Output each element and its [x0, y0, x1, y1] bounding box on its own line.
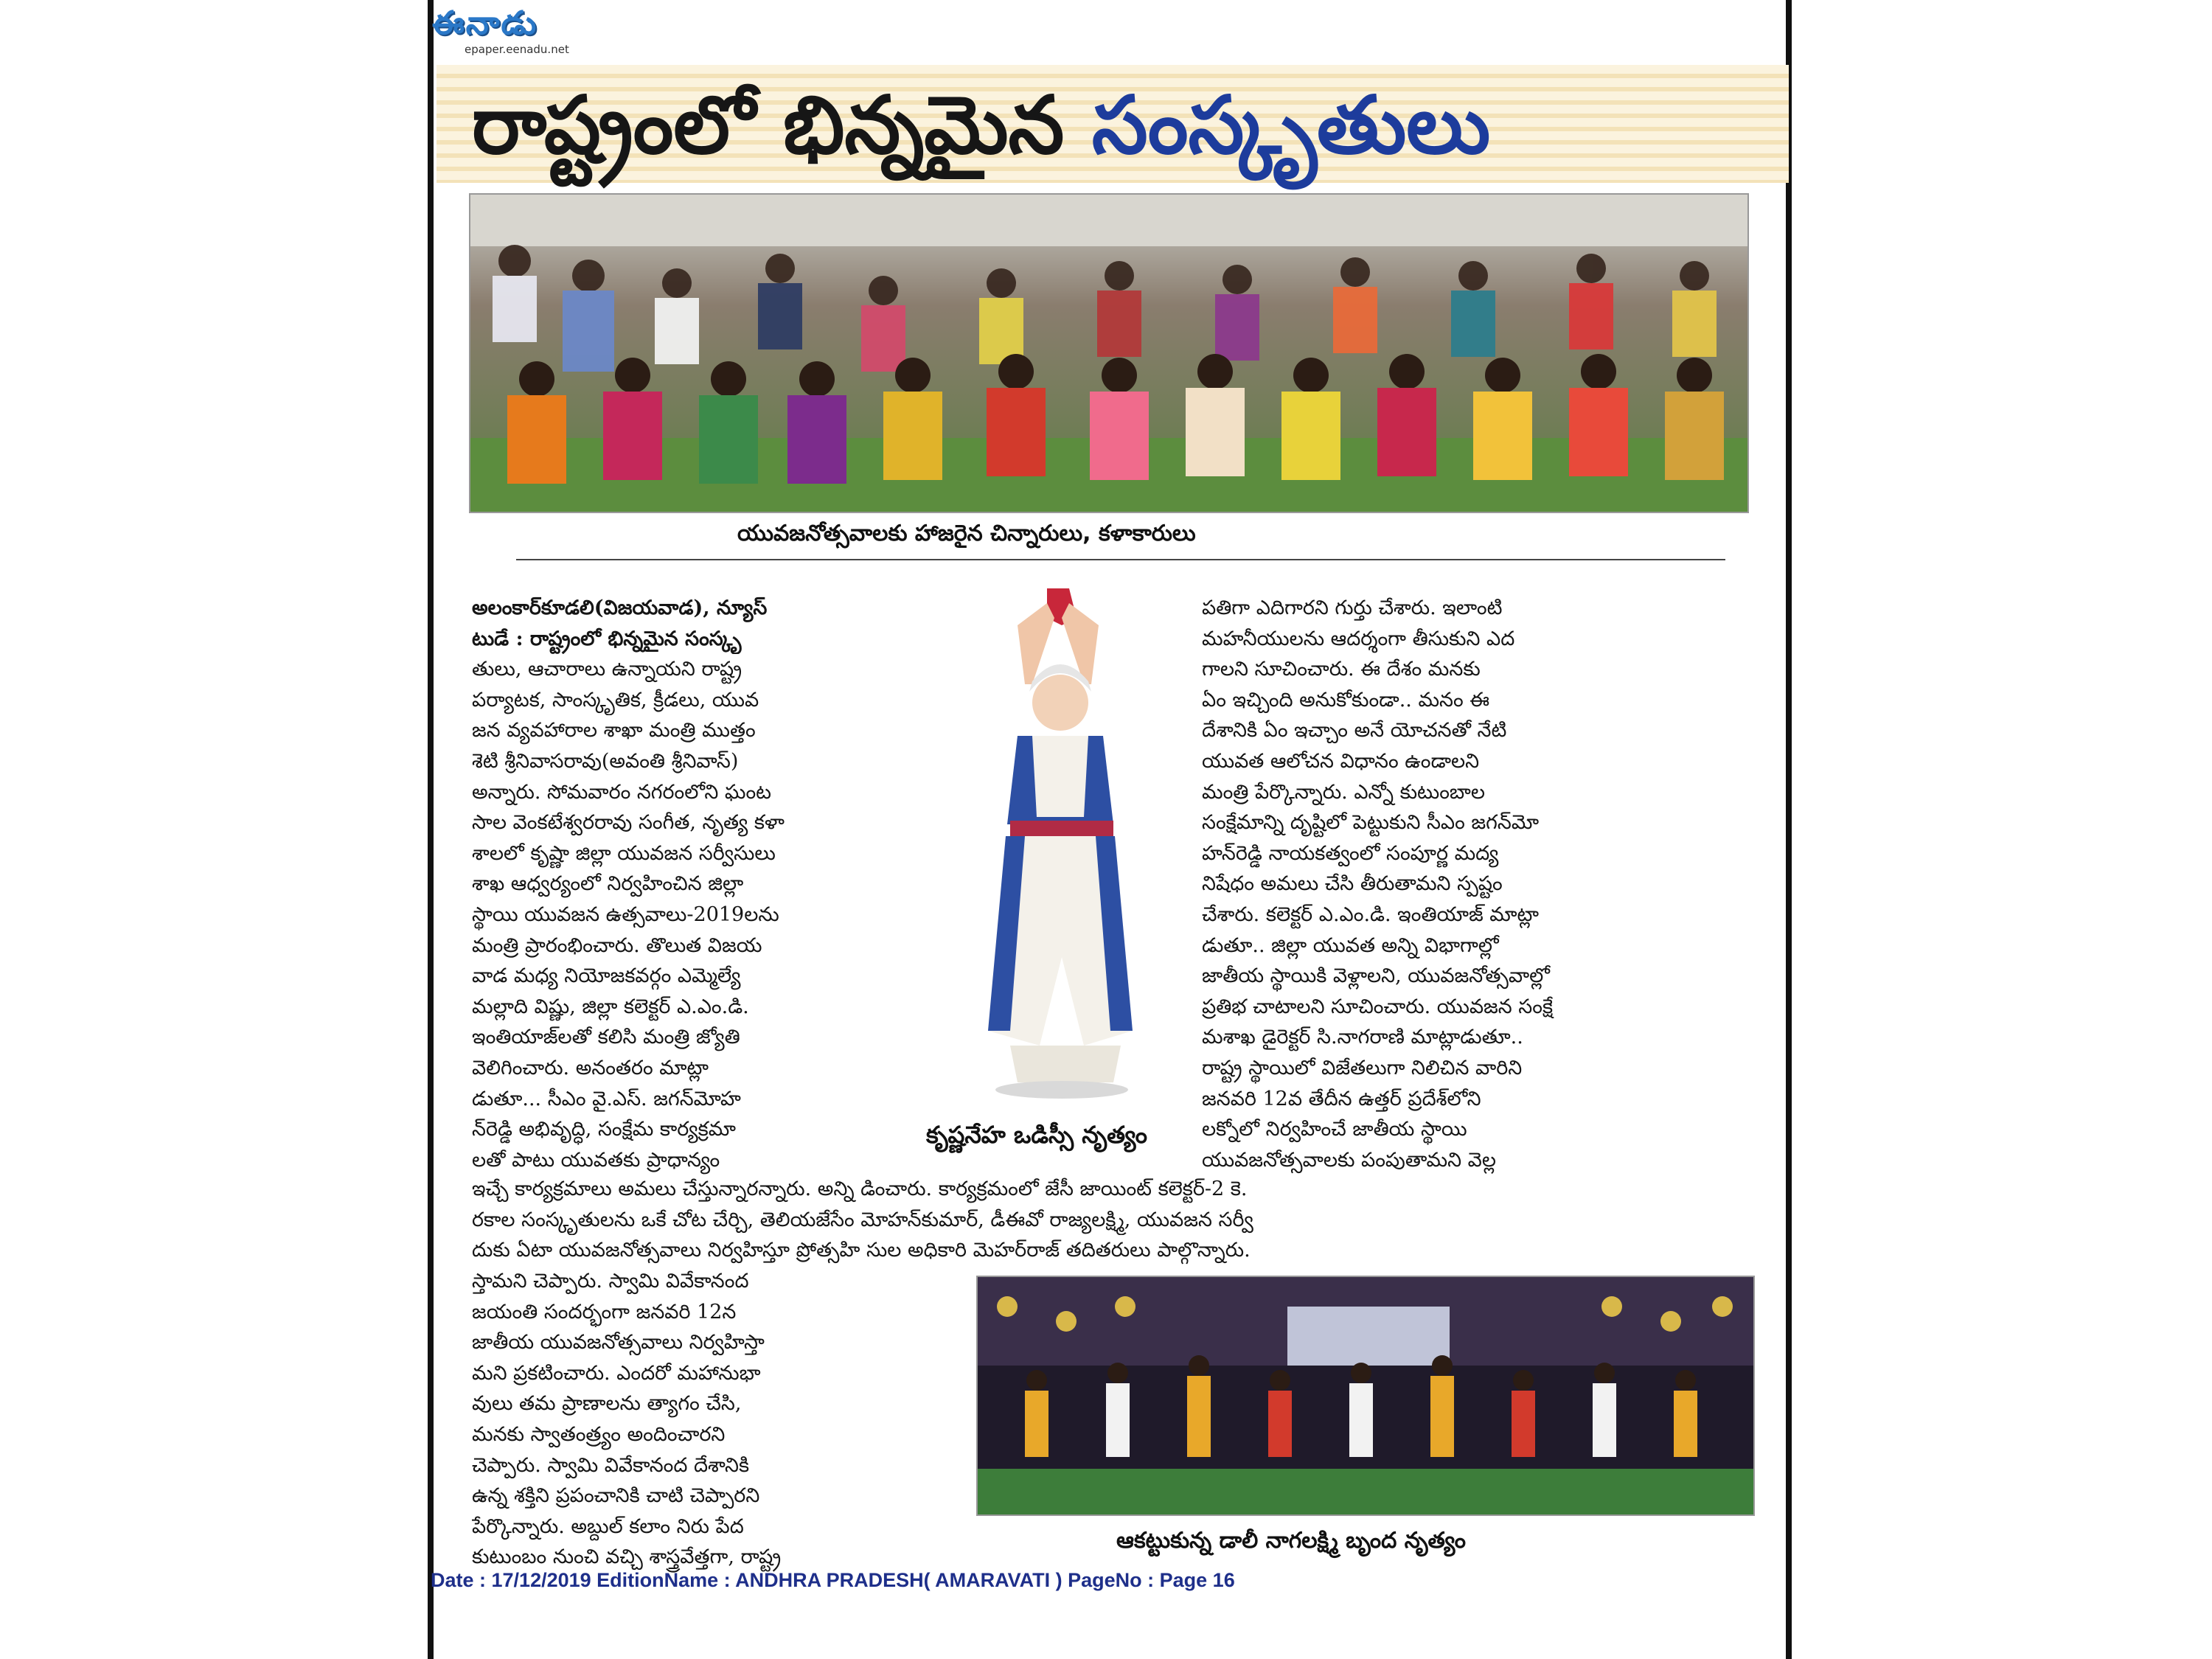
article-line: న్‌రెడ్డి అభివృద్ధి, సంక్షేమ కార్యక్రమా [472, 1118, 736, 1141]
article-line: కుటుంబం నుంచి వచ్చి శాస్త్రవేత్తగా, రాష్ట్ర [472, 1545, 782, 1569]
group-dance-photo [976, 1276, 1755, 1516]
article-line: జనవరి 12వ తేదీన ఉత్తర్ ప్రదేశ్‌లోని [1202, 1087, 1481, 1110]
article-line: డుతూ.. జిల్లా యువత అన్ని విభాగాల్లో [1202, 933, 1499, 957]
article-line: జాతీయ స్థాయికి వెళ్లాలని, యువజనోత్సవాల్లో [1202, 964, 1550, 988]
article-line: పర్యాటక, సాంస్కృతిక, క్రీడలు, యువ [472, 688, 759, 712]
article-line: అన్నారు. సోమవారం నగరంలోని ఘంట [472, 780, 771, 804]
article-line: పతిగా ఎదిగారని గుర్తు చేశారు. ఇలాంటి [1202, 597, 1503, 619]
article-column-1-bottom [472, 1266, 959, 1573]
group-dance-caption: ఆకట్టుకున్న డాలీ నాగలక్ష్మి బృంద నృత్యం [1116, 1528, 1466, 1554]
logo-url: epaper.eenadu.net [465, 43, 569, 56]
article-line: హన్‌రెడ్డి నాయకత్వంలో సంపూర్ణ మద్య [1202, 841, 1499, 865]
logo-text: ఈనాడు [432, 4, 538, 42]
article-line: మని ప్రకటించారు. ఎందరో మహానుభా [472, 1361, 761, 1385]
article-line: శాలలో కృష్ణా జిల్లా యువజన సర్వీసులు [472, 841, 776, 865]
article-line: మహనీయులను ఆదర్శంగా తీసుకుని ఎద [1202, 627, 1515, 650]
article-line: తులు, ఆచారాలు ఉన్నాయని రాష్ట్ర [472, 658, 742, 681]
article-line: ప్రతిభ చాటాలని సూచించారు. యువజన సంక్షే [1202, 995, 1554, 1018]
eenadu-logo [432, 4, 639, 56]
article-line: నిషేధం అమలు చేసి తీరుతామని స్పష్టం [1202, 872, 1503, 896]
article-line: యువత ఆలోచన విధానం ఉండాలని [1202, 749, 1480, 773]
article-wide-lines [472, 1174, 1770, 1266]
article-line: మల్లాది విష్ణు, జిల్లా కలెక్టర్ ఎ.ఎం.డి. [472, 995, 749, 1018]
article-line: టుడే : రాష్ట్రంలో భిన్నమైన సంస్కృ [472, 627, 742, 650]
article-line: ఏం ఇచ్చింది అనుకోకుండా.. మనం ఈ [1202, 688, 1490, 712]
article-line: స్థాయి యువజన ఉత్సవాలు-2019లను [472, 902, 779, 926]
article-line: సాల వెంకటేశ్వరరావు సంగీత, నృత్య కళా [472, 811, 785, 835]
divider [516, 559, 1725, 560]
crowd-photo-caption: యువజనోత్సవాలకు హాజరైన చిన్నారులు, కళాకారులు [737, 521, 1196, 546]
article-column-1 [472, 593, 951, 1175]
article-line: స్తామని చెప్పారు. స్వామి వివేకానంద [472, 1270, 749, 1293]
article-line: డుతూ... సీఎం వై.ఎస్. జగన్‌మోహ [472, 1087, 741, 1110]
edition-footer: Date : 17/12/2019 EditionName : ANDHRA PRADESH( AMARAVATI ) PageNo : Page 16 [431, 1569, 1235, 1591]
article-line: వాడ మధ్య నియోజకవర్గం ఎమ్మెల్యే [472, 964, 741, 988]
article-line: రాష్ట్ర స్థాయిలో విజేతలుగా నిలిచిన వారిని [1202, 1056, 1523, 1079]
headline [472, 71, 1770, 181]
dancer-caption: కృష్ణనేహ ఒడిస్సీ నృత్యం [926, 1121, 1147, 1149]
article-line: శెటి శ్రీనివాసరావు(అవంతి శ్రీనివాస్) [472, 749, 739, 773]
article-line: ఉన్న శక్తిని ప్రపంచానికి చాటి చెప్పారని [472, 1484, 760, 1508]
article-line: జయంతి సందర్భంగా జనవరి 12న [472, 1300, 737, 1324]
article-line: దేశానికి ఏం ఇచ్చాం అనే యోచనతో నేటి [1202, 719, 1507, 742]
article-line: ఇంతియాజ్‌లతో కలిసి మంత్రి జ్యోతి [472, 1026, 740, 1049]
article-line: చెప్పారు. స్వామి వివేకానంద దేశానికి [472, 1453, 750, 1477]
article-line: సంక్షేమాన్ని దృష్టిలో పెట్టుకుని సీఎం జగన్‌మో [1202, 811, 1540, 835]
article-line: అలంకార్‌కూడలి(విజయవాడ), న్యూస్ [472, 597, 768, 619]
article-line: లతో పాటు యువతకు ప్రాధాన్యం [472, 1148, 720, 1172]
article-line: వెలిగించారు. అనంతరం మాట్లా [472, 1056, 709, 1079]
article-line: పేర్కొన్నారు. అబ్దుల్ కలాం నిరు పేద [472, 1514, 744, 1538]
article-line: జాతీయ యువజనోత్సవాలు నిర్వహిస్తా [472, 1331, 765, 1354]
headline-part1: రాష్ట్రంలో భిన్నమైన [472, 80, 1092, 172]
article-column-2 [1202, 593, 1747, 1175]
article-line: రకాల సంస్కృతులను ఒకే చోట చేర్చి, తెలియజేసేం మోహన్‌కుమార్, డీఈవో రాజ్యలక్ష్మి, యువజన సర్వీ [472, 1208, 1253, 1231]
article-line: లక్నోలో నిర్వహించే జాతీయ స్థాయి [1202, 1118, 1467, 1141]
crowd-photo [469, 193, 1749, 513]
article-line: వులు తమ ప్రాణాలను త్యాగం చేసి, [472, 1392, 742, 1416]
article-line: చేశారు. కలెక్టర్ ఎ.ఎం.డి. ఇంతియాజ్ మాట్లా [1202, 902, 1540, 926]
dancer-photo [959, 574, 1162, 1125]
article-line: జన వ్యవహారాల శాఖా మంత్రి ముత్తం [472, 719, 756, 742]
article-line: గాలని సూచించారు. ఈ దేశం మనకు [1202, 658, 1481, 681]
headline-part2: సంస్కృతులు [1091, 80, 1491, 172]
article-line: మశాఖ డైరెక్టర్ సి.నాగరాణి మాట్లాడుతూ.. [1202, 1026, 1523, 1049]
article-line: మంత్రి పేర్కొన్నారు. ఎన్నో కుటుంబాల [1202, 780, 1486, 804]
article-line: ఇచ్చే కార్యక్రమాలు అమలు చేస్తున్నారన్నారు. అన్ని డించారు. కార్యక్రమంలో జేసీ జాయింట్ కలెక్టర్-2 కె. [472, 1178, 1248, 1200]
article-line: యువజనోత్సవాలకు పంపుతామని వెల్ల [1202, 1148, 1496, 1172]
article-line: దుకు ఏటా యువజనోత్సవాలు నిర్వహిస్తూ ప్రోత్సహి సుల అధికారి మెహర్‌రాజ్ తదితరులు పాల్గొన్నారు. [472, 1239, 1251, 1262]
article-line: శాఖ ఆధ్వర్యంలో నిర్వహించిన జిల్లా [472, 872, 744, 896]
article-line: మంత్రి ప్రారంభించారు. తొలుత విజయ [472, 933, 762, 957]
article-line: మనకు స్వాతంత్ర్యం అందించారని [472, 1422, 726, 1446]
